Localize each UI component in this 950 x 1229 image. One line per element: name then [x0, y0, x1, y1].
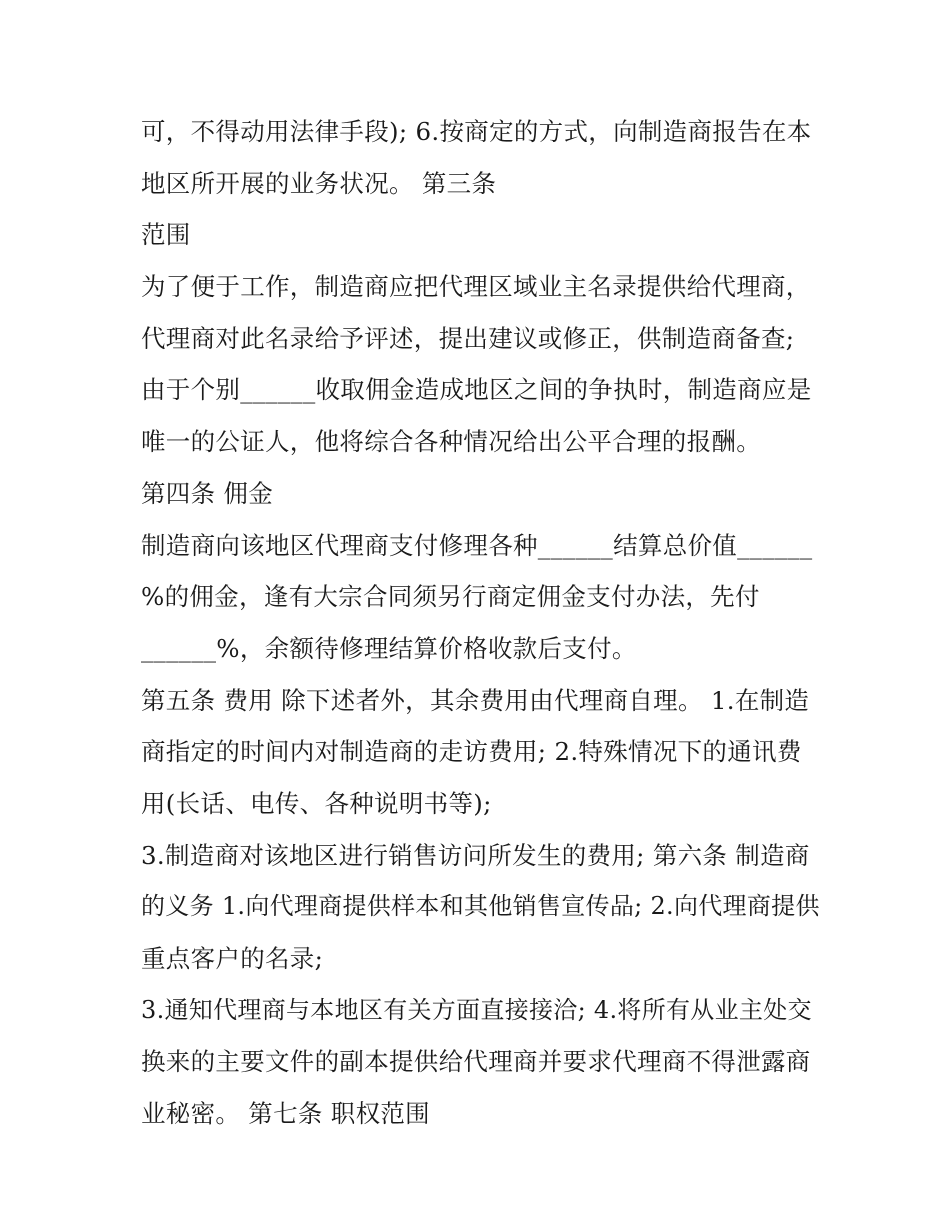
text-line: 制造商向该地区代理商支付修理各种______结算总价值______: [141, 530, 813, 560]
text-line: 3.制造商对该地区进行销售访问所发生的费用; 第六条 制造商: [141, 840, 810, 870]
text-line: 重点客户的名录;: [141, 944, 324, 973]
text-line: 3.通知代理商与本地区有关方面直接接洽; 4.将所有从业主处交: [141, 995, 812, 1024]
text-line: 代理商对此名录给予评述，提出建议或修正，供制造商备查;: [141, 323, 795, 353]
text-line: 可，不得动用法律手段); 6.按商定的方式，向制造商报告在本: [141, 117, 812, 146]
text-line: 的义务 1.向代理商提供样本和其他销售宣传品; 2.向代理商提供: [141, 892, 820, 921]
text-line: 地区所开展的业务状况。 第三条: [141, 168, 497, 198]
text-line: 第五条 费用 除下述者外，其余费用由代理商自理。 1.在制造: [141, 685, 810, 715]
text-line: 范围: [141, 220, 191, 250]
text-line: 业秘密。 第七条 职权范围: [141, 1099, 430, 1129]
text-line: 由于个别______收取佣金造成地区之间的争执时，制造商应是: [141, 375, 812, 405]
document-body: [141, 106, 821, 1140]
text-line: 唯一的公证人，他将综合各种情况给出公平合理的报酬。: [141, 427, 761, 457]
text-line: 为了便于工作，制造商应把代理区域业主名录提供给代理商，: [141, 272, 811, 302]
text-line: 商指定的时间内对制造商的走访费用; 2.特殊情况下的通讯费: [141, 737, 802, 767]
text-line: 换来的主要文件的副本提供给代理商并要求代理商不得泄露商: [141, 1047, 811, 1077]
text-line: %的佣金，逢有大宗合同须另行商定佣金支付办法，先付: [141, 582, 760, 612]
text-line: ______%，余额待修理结算价格收款后支付。: [141, 633, 637, 663]
section-heading: 第四条 佣金: [141, 478, 274, 508]
text-line: 用(长话、电传、各种说明书等);: [141, 788, 492, 818]
